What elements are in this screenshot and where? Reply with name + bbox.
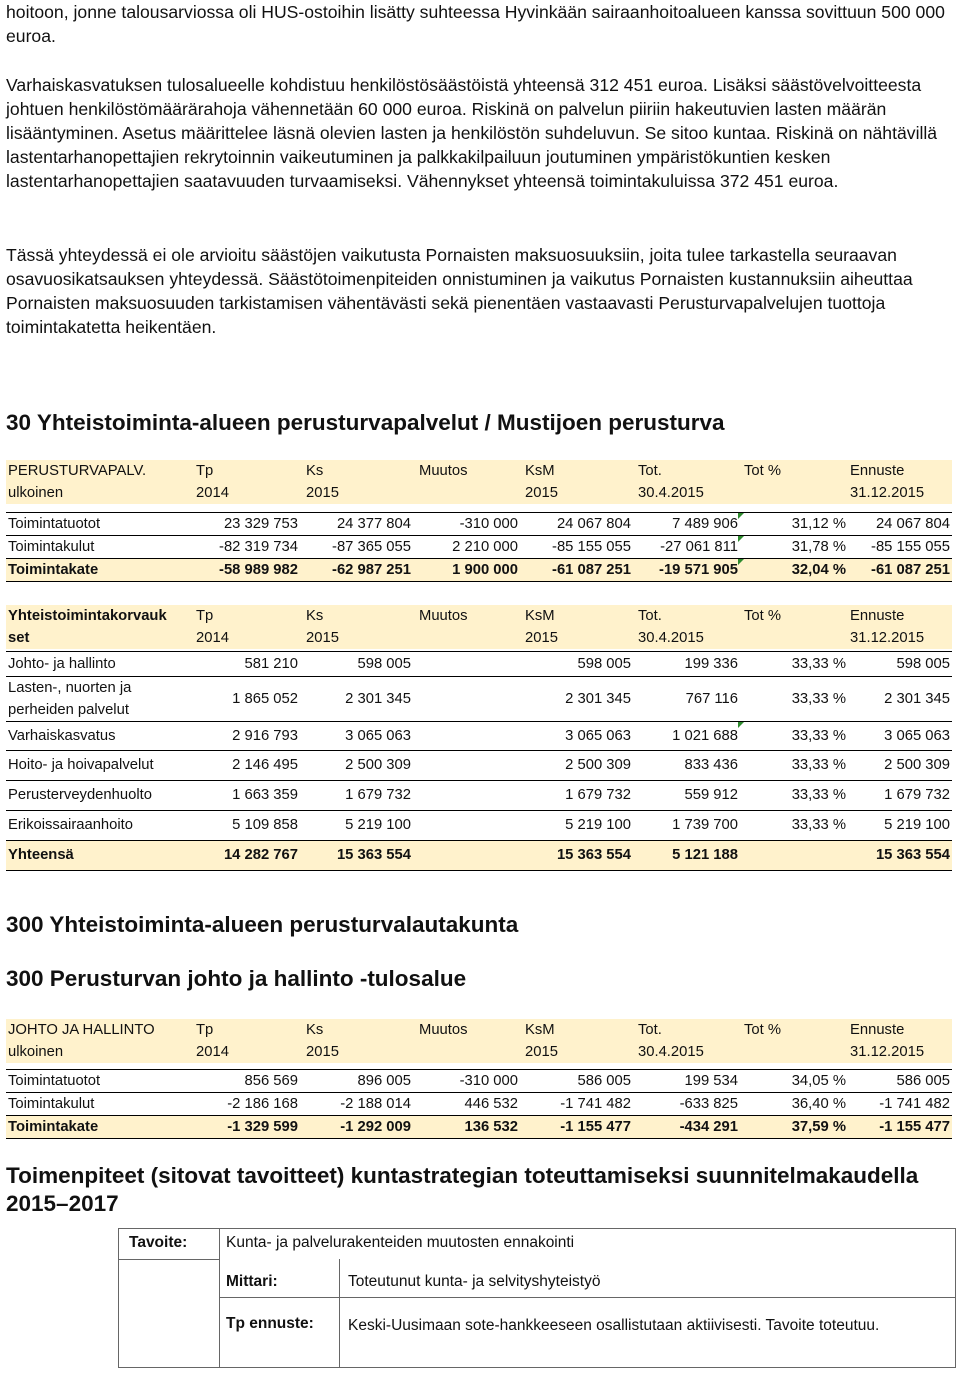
cell: -2 186 168 [227, 1096, 298, 1112]
header-cell: Tot % [744, 463, 782, 479]
cell: 1 739 700 [672, 817, 738, 833]
cell: 37,59 % [791, 1119, 846, 1135]
cell: 5 219 100 [345, 817, 411, 833]
header-cell: 2015 [525, 630, 558, 646]
yhteistoimintakorvaukset-table [6, 605, 952, 871]
table-row [6, 1070, 952, 1093]
header-cell: Tot. [638, 608, 662, 624]
header-cell: Muutos [419, 463, 468, 479]
cell: 33,33 % [791, 787, 846, 803]
section-30-title: 30 Yhteistoiminta-alueen perusturvapalvelut / Mustijoen perusturva [6, 410, 725, 435]
intro-paragraph-2: Varhaiskasvatuksen tulosalueelle kohdistuu henkilöstösäästöistä yhteensä 312 451 euroa. Lisäksi säästövelvoitteesta johtuen henkilöstömäärärahoja vähennetään 60 000 euroa. Riskinä on palvelun piiriin hakeutuvien lasten määrän lisääntyminen. Asetus määrittelee läsnä olevien lasten ja henkilöstön suhdeluvun. Se sitoo kuntaa. Riskinä on nähtävillä lastentarhanopettajien rekrytoinnin vaikeutuminen ja palkkakilpailuun joutuminen ympäristökuntien kesken lastentarhanopettajien saatavuuden turvaamiseksi. Vähennykset yhteensä toimintakuluissa 372 451 euroa. [6, 75, 938, 192]
header-cell: Tot. [638, 463, 662, 479]
cell: 1 021 688 [672, 728, 738, 744]
table-row [6, 513, 952, 536]
cell: 1 679 732 [565, 787, 631, 803]
cell: 2 146 495 [232, 757, 298, 773]
target-value: Keski-Uusimaan sote-hankkeeseen osallistutaan aktiivisesti. Tavoite toteutuu. [348, 1317, 880, 1334]
cell: -2 188 014 [340, 1096, 411, 1112]
cell: 5 121 188 [672, 847, 738, 863]
table-row [6, 652, 952, 677]
cell: 1 679 732 [884, 787, 950, 803]
intro-paragraph-3: Tässä yhteydessä ei ole arvioitu säästöjen vaikutusta Pornaisten maksuosuuksiin, joita tulee tarkastella seuraavan osavuosikatsauksen yhteydessä. Säästötoimenpiteiden onnistuminen ja vaikutus Pornaisten kustannuksiin aiheuttaa Pornaisten maksuosuuden tarkistamisen vähentävästi sekä pienentäen vastaavasti Perusturvapalvelujen tuottoja toimintakatetta heikentäen. [6, 245, 913, 338]
table-header [6, 605, 952, 649]
header-cell: Ks [306, 608, 324, 624]
cell: 23 329 753 [223, 516, 298, 532]
johto-hallinto-table [6, 1019, 952, 1139]
cell: 586 005 [577, 1073, 631, 1089]
cell: 2 500 309 [345, 757, 411, 773]
table-row [6, 536, 952, 559]
header-cell: Tp [196, 463, 214, 479]
cell: 2 301 345 [884, 691, 950, 707]
header-cell: 2014 [196, 1044, 229, 1060]
goal-label: Tavoite: [129, 1234, 188, 1251]
cell: 833 436 [684, 757, 738, 773]
cell: 2 301 345 [345, 691, 411, 707]
cell: -61 087 251 [552, 562, 631, 578]
cell: 15 363 554 [336, 847, 411, 863]
header-cell: Yhteistoimintakorvauk [8, 608, 167, 624]
header-cell: KsM [525, 1022, 555, 1038]
header-cell: KsM [525, 608, 555, 624]
header-cell: ulkoinen [8, 485, 64, 501]
cell: 199 534 [684, 1073, 738, 1089]
cell: 34,05 % [791, 1073, 846, 1089]
cell: 3 065 063 [345, 728, 411, 744]
cell: 3 065 063 [565, 728, 631, 744]
cell: 2 916 793 [232, 728, 298, 744]
cell: -633 825 [679, 1096, 738, 1112]
intro-paragraph-1: hoitoon, jonne talousarviossa oli HUS-ostoihin lisätty suhteessa Hyvinkään sairaanhoitoalueen kanssa sovittuun 500 000 euroa. [6, 2, 945, 47]
cell: -310 000 [459, 1073, 518, 1089]
cell: -1 155 477 [560, 1119, 631, 1135]
cell: 2 500 309 [884, 757, 950, 773]
row-label: Hoito- ja hoivapalvelut [8, 757, 154, 773]
cell: 856 569 [244, 1073, 298, 1089]
row-label: Varhaiskasvatus [8, 728, 116, 744]
header-cell: Muutos [419, 608, 468, 624]
header-cell: 2014 [196, 485, 229, 501]
cell: 32,04 % [791, 562, 846, 578]
row-label: Toimintakulut [8, 539, 95, 555]
row-label: Toimintatuotot [8, 516, 101, 532]
cell: 1 900 000 [452, 562, 518, 578]
cell: 2 301 345 [565, 691, 631, 707]
header-cell: ulkoinen [8, 1044, 64, 1060]
header-cell: 31.12.2015 [850, 485, 925, 501]
perusturva-table [6, 460, 952, 582]
header-cell: KsM [525, 463, 555, 479]
cell: 33,33 % [791, 757, 846, 773]
header-cell: PERUSTURVAPALV. [8, 463, 147, 479]
header-cell: 2015 [306, 485, 339, 501]
cell: 24 067 804 [556, 516, 631, 532]
section-300-subtitle: 300 Perusturvan johto ja hallinto -tulosalue [6, 966, 467, 991]
header-cell: 2014 [196, 630, 229, 646]
cell: 3 065 063 [884, 728, 950, 744]
cell: 33,33 % [791, 691, 846, 707]
cell: -1 329 599 [227, 1119, 298, 1135]
cell: -85 155 055 [552, 539, 631, 555]
cell: 7 489 906 [672, 516, 738, 532]
cell: 199 336 [684, 656, 738, 672]
cell: -82 319 734 [219, 539, 298, 555]
header-cell: JOHTO JA HALLINTO [8, 1022, 155, 1038]
header-cell: 2015 [306, 630, 339, 646]
cell: 1 679 732 [345, 787, 411, 803]
table-row [6, 722, 952, 751]
total-row [6, 841, 952, 871]
table-row [6, 781, 952, 811]
cell: -1 155 477 [879, 1119, 950, 1135]
cell: 15 363 554 [875, 847, 950, 863]
header-cell: 2015 [525, 1044, 558, 1060]
cell: 1 663 359 [232, 787, 298, 803]
header-cell: 30.4.2015 [638, 630, 704, 646]
header-cell: Ennuste [850, 608, 905, 624]
cell: -85 155 055 [871, 539, 950, 555]
row-label: Toimintakate [8, 562, 99, 578]
row-label: Toimintatuotot [8, 1073, 101, 1089]
table-row [6, 751, 952, 781]
header-cell: Ennuste [850, 1022, 905, 1038]
header-cell: Ks [306, 463, 324, 479]
cell: -19 571 905 [659, 562, 738, 578]
cell: -58 989 982 [219, 562, 298, 578]
cell: 33,33 % [791, 817, 846, 833]
row-label: Lasten-, nuorten ja perheiden palvelut [8, 680, 132, 718]
cell: 24 067 804 [875, 516, 950, 532]
cell: -87 365 055 [332, 539, 411, 555]
row-label: Toimintakulut [8, 1096, 95, 1112]
cell: 31,12 % [791, 516, 846, 532]
header-cell: set [8, 630, 30, 646]
header-cell: 30.4.2015 [638, 485, 704, 501]
header-cell: Ennuste [850, 463, 905, 479]
metric-value: Toteutunut kunta- ja selvityshyteistyö [348, 1273, 601, 1290]
metric-label: Mittari: [226, 1273, 278, 1290]
cell: 2 500 309 [565, 757, 631, 773]
cell: -61 087 251 [871, 562, 950, 578]
cell: -434 291 [679, 1119, 738, 1135]
goal-box [118, 1228, 956, 1368]
cell: 598 005 [357, 656, 411, 672]
cell: 559 912 [684, 787, 738, 803]
header-cell: 2015 [525, 485, 558, 501]
cell: -1 741 482 [879, 1096, 950, 1112]
cell: 136 532 [464, 1119, 518, 1135]
cell: 767 116 [685, 691, 738, 707]
cell: 15 363 554 [556, 847, 631, 863]
cell: -62 987 251 [332, 562, 411, 578]
cell: 5 219 100 [565, 817, 631, 833]
table-header [6, 1019, 952, 1063]
row-label: Toimintakate [8, 1119, 99, 1135]
cell: -310 000 [459, 516, 518, 532]
cell: 581 210 [244, 656, 298, 672]
header-cell: 30.4.2015 [638, 1044, 704, 1060]
row-label: Erikoissairaanhoito [8, 817, 134, 833]
cell: 586 005 [896, 1073, 950, 1089]
row-label: Johto- ja hallinto [8, 656, 116, 672]
cell: 24 377 804 [336, 516, 411, 532]
cell: 1 865 052 [232, 691, 298, 707]
header-cell: Muutos [419, 1022, 468, 1038]
header-cell: 31.12.2015 [850, 630, 925, 646]
cell: -27 061 811 [660, 539, 738, 555]
cell: 446 532 [464, 1096, 518, 1112]
measures-title: Toimenpiteet (sitovat tavoitteet) kuntastrategian toteuttamiseksi suunnitelmakaudella 2015–2017 [6, 1163, 919, 1216]
section-300-title: 300 Yhteistoiminta-alueen perusturvalautakunta [6, 912, 519, 937]
header-cell: Ks [306, 1022, 324, 1038]
cell: 598 005 [896, 656, 950, 672]
goal-value: Kunta- ja palvelurakenteiden muutosten ennakointi [226, 1234, 575, 1251]
total-row [6, 559, 952, 582]
header-cell: Tp [196, 1022, 214, 1038]
cell: -1 741 482 [560, 1096, 631, 1112]
cell: 896 005 [357, 1073, 411, 1089]
header-cell: 2015 [306, 1044, 339, 1060]
cell: 2 210 000 [452, 539, 518, 555]
row-label: Yhteensä [8, 847, 74, 863]
table-row [6, 811, 952, 841]
table-row [6, 1093, 952, 1116]
total-row [6, 1116, 952, 1139]
header-cell: 31.12.2015 [850, 1044, 925, 1060]
header-cell: Tot % [744, 1022, 782, 1038]
cell: 33,33 % [791, 728, 846, 744]
header-cell: Tp [196, 608, 214, 624]
cell: -1 292 009 [340, 1119, 411, 1135]
row-label: Perusterveydenhuolto [8, 787, 152, 803]
cell: 5 219 100 [884, 817, 950, 833]
cell: 36,40 % [791, 1096, 846, 1112]
cell: 598 005 [577, 656, 631, 672]
target-label: Tp ennuste: [226, 1315, 314, 1332]
cell: 31,78 % [791, 539, 846, 555]
cell: 14 282 767 [223, 847, 298, 863]
table-header [6, 460, 952, 504]
header-cell: Tot % [744, 608, 782, 624]
table-row [6, 677, 952, 722]
cell: 5 109 858 [232, 817, 298, 833]
cell: 33,33 % [791, 656, 846, 672]
header-cell: Tot. [638, 1022, 662, 1038]
